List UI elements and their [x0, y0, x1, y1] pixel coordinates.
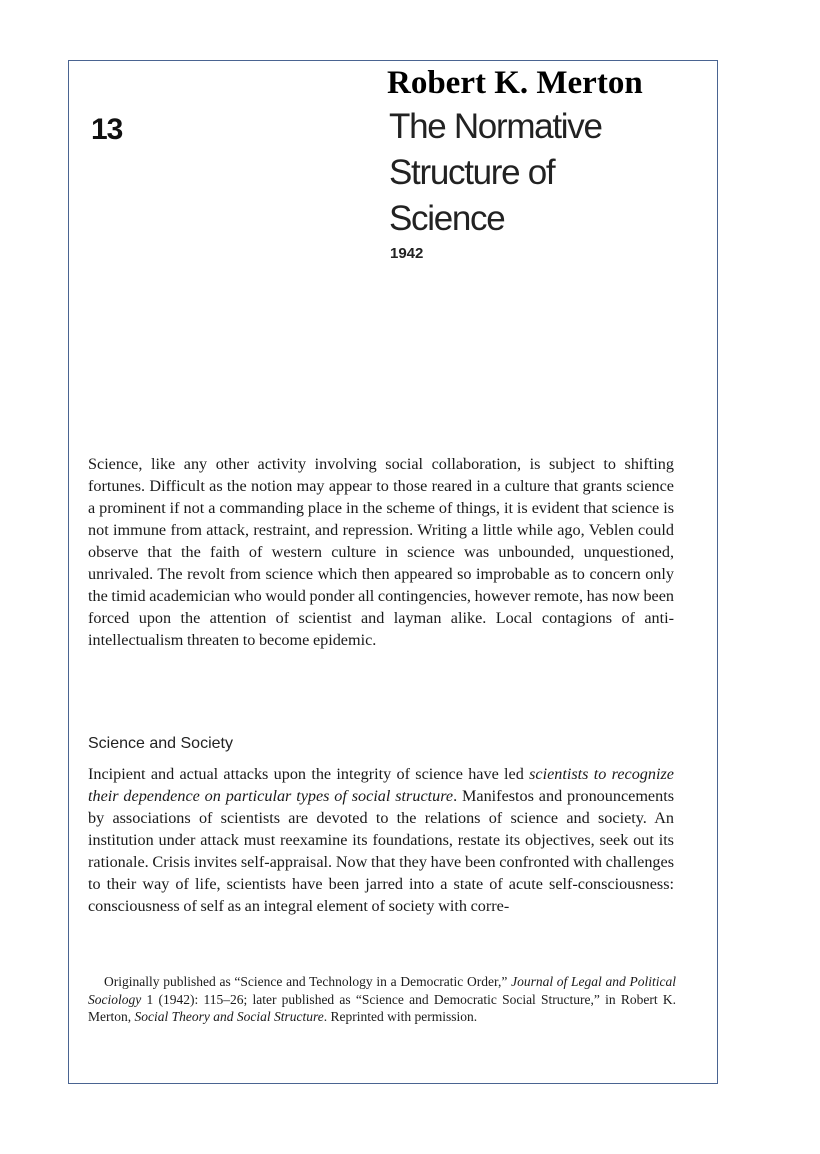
chapter-title	[389, 104, 709, 242]
title-line: The Normative	[389, 107, 602, 146]
publication-year: 1942	[390, 245, 424, 262]
footnote-text: Originally published as “Science and Technology in a Democratic Order,”	[104, 974, 512, 989]
section-paragraph	[88, 763, 674, 917]
paragraph-text: . Manifestos and pronouncements by associations of scientists are devoted to the relations of science and society. An institution under attack must reexamine its foundations, restate its objectives, seek out its rationale. Crisis invites self-appraisal. Now that they have been confronted with challenges to their way of life, scientists have been jarred into a state of acute self-consciousness: consciousness of self as an integral element of society with corre-	[88, 787, 674, 915]
paragraph-text: Incipient and actual attacks upon the integrity of science have led	[88, 765, 530, 783]
footnote-text: 1 (1942): 115–26; later published as “Science and Democratic Social Structure,” in Robert K. Merton,	[88, 991, 676, 1024]
document-page	[68, 60, 718, 1084]
source-footnote	[88, 973, 676, 1026]
title-line: Structure of	[389, 153, 555, 192]
author-name: Robert K. Merton	[387, 65, 643, 101]
chapter-number: 13	[91, 113, 123, 146]
journal-title: Journal of Legal and Political Sociology	[88, 974, 676, 1007]
paragraph-emphasis: scientists to recognize their dependence on particular types of social structure	[88, 765, 674, 805]
book-title: Social Theory and Social Structure	[134, 1009, 324, 1024]
section-heading: Science and Society	[88, 735, 233, 752]
title-line: Science	[389, 199, 505, 238]
intro-paragraph: Science, like any other activity involving social collaboration, is subject to shifting fortunes. Difficult as the notion may appear to those reared in a culture that grants science a prominent if not a commanding place in the scheme of things, it is evident that science is not immune from attack, restraint, and repression. Writing a little while ago, Veblen could observe that the faith of western culture in science was unbounded, unquestioned, unrivaled. The revolt from science which then appeared so improbable as to concern only the timid academician who would ponder all contingencies, however remote, has now been forced upon the attention of scientist and layman alike. Local contagions of anti-intellectualism threaten to become epidemic.	[88, 455, 674, 649]
footnote-text: . Reprinted with permission.	[323, 1009, 478, 1024]
